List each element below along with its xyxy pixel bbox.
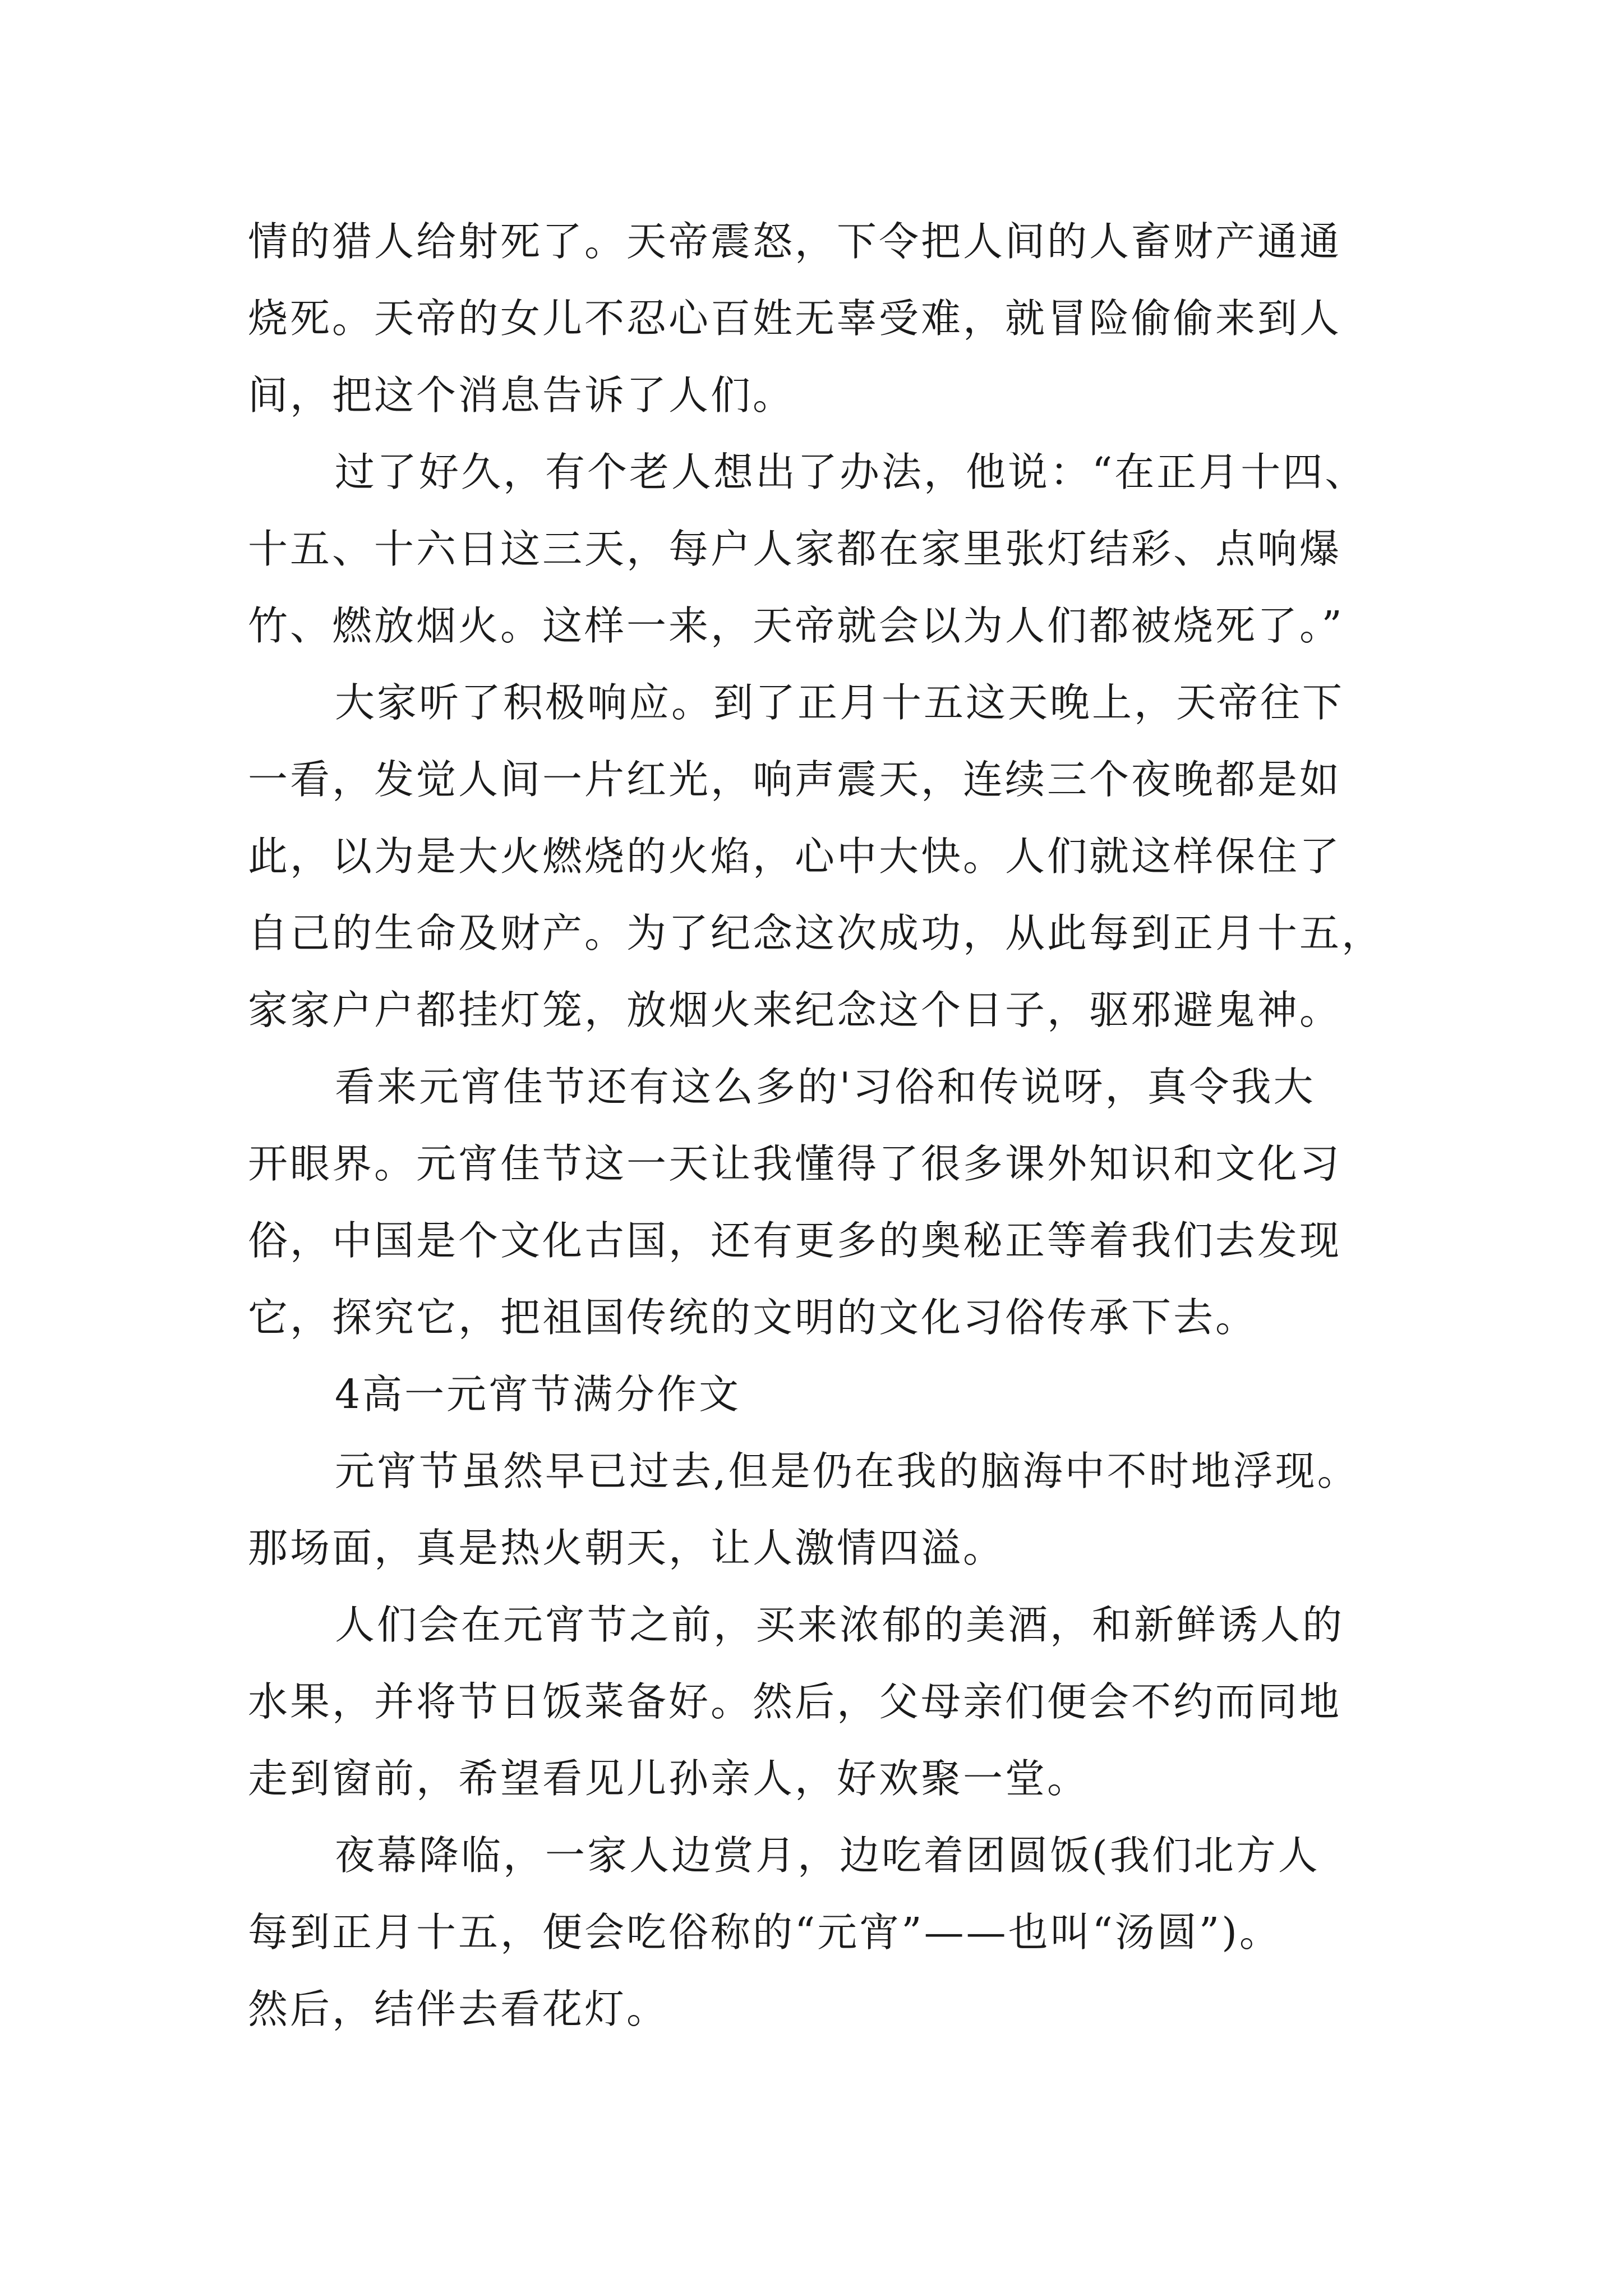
text-line: 水果，并将节日饭菜备好。然后，父母亲们便会不约而同地	[248, 1678, 1342, 1725]
section-heading: 4高一元宵节满分作文	[335, 1371, 741, 1418]
text-line: 此，以为是大火燃烧的火焰，心中大快。人们就这样保住了	[248, 833, 1342, 880]
paragraph-first-line: 大家听了积极响应。到了正月十五这天晚上，天帝往下	[335, 679, 1345, 726]
text-line: 一看，发觉人间一片红光，响声震天，连续三个夜晚都是如	[248, 756, 1342, 803]
text-line: 然后，结伴去看花灯。	[248, 1986, 669, 2032]
text-line: 间，把这个消息告诉了人们。	[248, 372, 795, 418]
paragraph-first-line: 人们会在元宵节之前，买来浓郁的美酒，和新鲜诱人的	[335, 1602, 1345, 1648]
text-line: 走到窗前，希望看见儿孙亲人，好欢聚一堂。	[248, 1755, 1090, 1802]
text-line: 开眼界。元宵佳节这一天让我懂得了很多课外知识和文化习	[248, 1140, 1342, 1187]
body-text	[248, 203, 1386, 2047]
text-line: 十五、十六日这三天，每户人家都在家里张灯结彩、点响爆	[248, 526, 1342, 572]
text-line: 家家户户都挂灯笼，放烟火来纪念这个日子，驱邪避鬼神。	[248, 987, 1342, 1033]
text-line: 竹、燃放烟火。这样一来，天帝就会以为人们都被烧死了。”	[248, 602, 1344, 649]
text-line: 情的猎人给射死了。天帝震怒，下令把人间的人畜财产通通	[248, 218, 1342, 265]
paragraph-first-line: 过了好久，有个老人想出了办法，他说：“在正月十四、	[335, 449, 1367, 495]
text-line: 那场面，真是热火朝天，让人激情四溢。	[248, 1525, 1006, 1571]
text-line: 自己的生命及财产。为了纪念这次成功，从此每到正月十五，	[248, 910, 1384, 956]
text-line: 它，探究它，把祖国传统的文明的文化习俗传承下去。	[248, 1294, 1258, 1341]
text-line: 俗，中国是个文化古国，还有更多的奥秘正等着我们去发现	[248, 1217, 1342, 1264]
paragraph-first-line: 夜幕降临，一家人边赏月，边吃着团圆饭(我们北方人	[335, 1832, 1320, 1879]
paragraph-first-line: 元宵节虽然早已过去,但是仍在我的脑海中不时地浮现。	[335, 1448, 1359, 1494]
text-line: 烧死。天帝的女儿不忍心百姓无辜受难，就冒险偷偷来到人	[248, 295, 1342, 342]
text-line: 每到正月十五，便会吃俗称的“元宵”——也叫“汤圆”)。	[248, 1909, 1281, 1955]
paragraph-first-line: 看来元宵佳节还有这么多的'习俗和传说呀，真令我大	[335, 1064, 1316, 1110]
